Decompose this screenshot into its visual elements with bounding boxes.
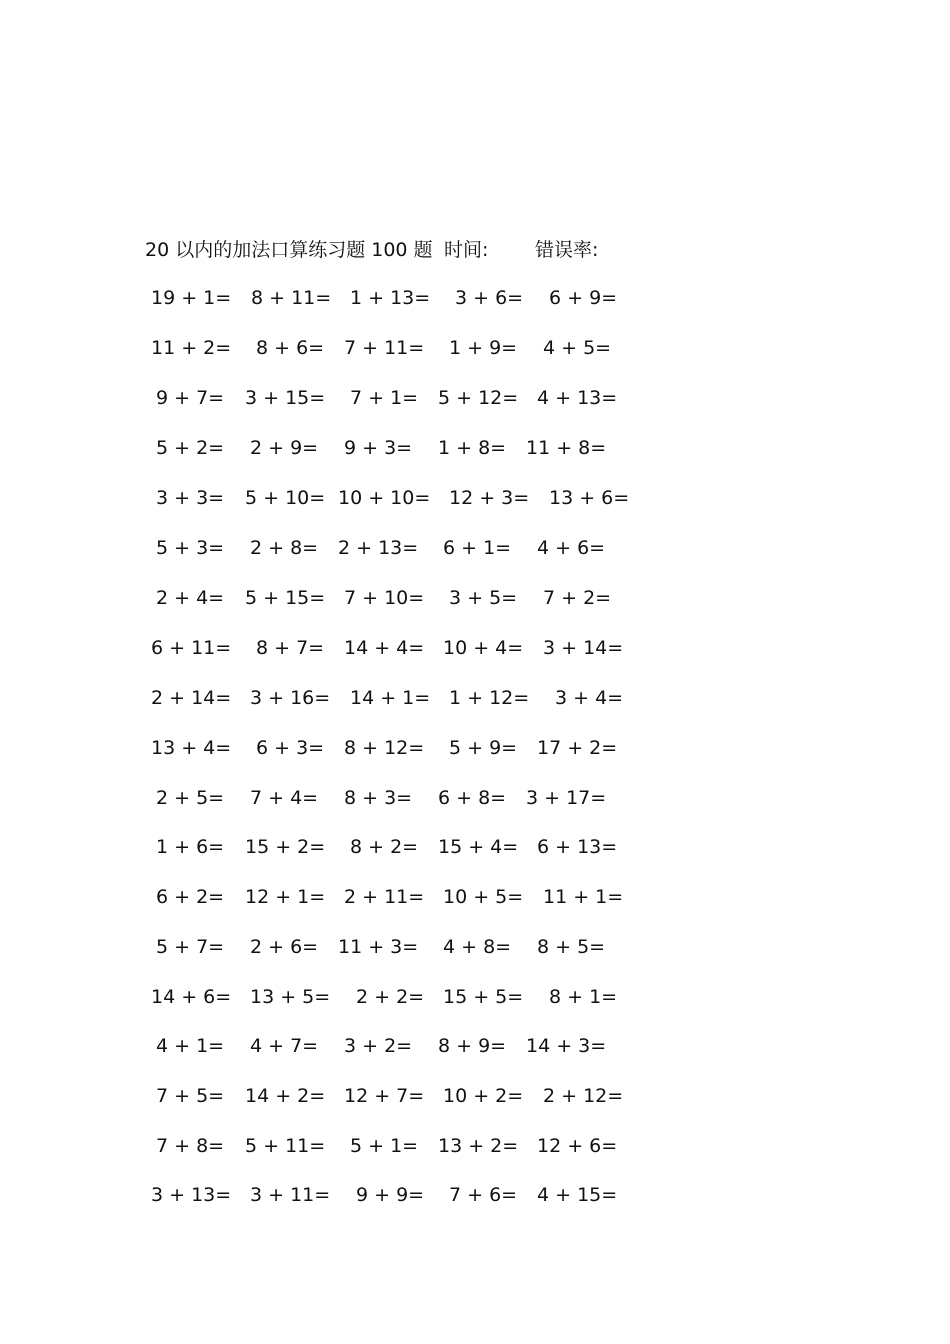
addition-problem: 8 + 3= — [344, 787, 413, 809]
addition-problem: 4 + 6= — [537, 537, 606, 559]
addition-problem: 1 + 12= — [449, 687, 530, 709]
addition-problem: 8 + 11= — [251, 287, 332, 309]
addition-problem: 14 + 6= — [151, 986, 232, 1008]
addition-problem: 10 + 5= — [443, 886, 524, 908]
addition-problem: 3 + 15= — [245, 387, 326, 409]
addition-problem: 5 + 15= — [245, 587, 326, 609]
problem-row — [0, 733, 950, 763]
addition-problem: 8 + 7= — [256, 637, 325, 659]
problem-row — [0, 483, 950, 513]
problem-row — [0, 882, 950, 912]
addition-problem: 6 + 9= — [549, 287, 618, 309]
addition-problem: 14 + 2= — [245, 1085, 326, 1107]
addition-problem: 5 + 9= — [449, 737, 518, 759]
addition-problem: 8 + 1= — [549, 986, 618, 1008]
addition-problem: 5 + 12= — [438, 387, 519, 409]
addition-problem: 15 + 2= — [245, 836, 326, 858]
addition-problem: 3 + 3= — [156, 487, 225, 509]
addition-problem: 10 + 10= — [338, 487, 431, 509]
addition-problem: 5 + 10= — [245, 487, 326, 509]
addition-problem: 4 + 8= — [443, 936, 512, 958]
addition-problem: 19 + 1= — [151, 287, 232, 309]
problem-row — [0, 683, 950, 713]
addition-problem: 2 + 9= — [250, 437, 319, 459]
addition-problem: 14 + 1= — [350, 687, 431, 709]
addition-problem: 1 + 8= — [438, 437, 507, 459]
addition-problem: 13 + 2= — [438, 1135, 519, 1157]
addition-problem: 8 + 5= — [537, 936, 606, 958]
addition-problem: 8 + 9= — [438, 1035, 507, 1057]
addition-problem: 1 + 6= — [156, 836, 225, 858]
addition-problem: 2 + 14= — [151, 687, 232, 709]
addition-problem: 1 + 13= — [350, 287, 431, 309]
addition-problem: 2 + 8= — [250, 537, 319, 559]
addition-problem: 14 + 3= — [526, 1035, 607, 1057]
addition-problem: 12 + 1= — [245, 886, 326, 908]
addition-problem: 2 + 4= — [156, 587, 225, 609]
addition-problem: 13 + 5= — [250, 986, 331, 1008]
addition-problem: 1 + 9= — [449, 337, 518, 359]
error-rate-label: 错误率: — [535, 239, 599, 261]
addition-problem: 2 + 2= — [356, 986, 425, 1008]
addition-problem: 7 + 10= — [344, 587, 425, 609]
addition-problem: 2 + 13= — [338, 537, 419, 559]
addition-problem: 7 + 11= — [344, 337, 425, 359]
addition-problem: 12 + 7= — [344, 1085, 425, 1107]
addition-problem: 14 + 4= — [344, 637, 425, 659]
problem-row — [0, 633, 950, 663]
addition-problem: 4 + 13= — [537, 387, 618, 409]
addition-problem: 7 + 5= — [156, 1085, 225, 1107]
addition-problem: 6 + 13= — [537, 836, 618, 858]
problem-row — [0, 932, 950, 962]
addition-problem: 2 + 5= — [156, 787, 225, 809]
addition-problem: 3 + 14= — [543, 637, 624, 659]
addition-problem: 3 + 6= — [455, 287, 524, 309]
addition-problem: 3 + 11= — [250, 1184, 331, 1206]
addition-problem: 7 + 8= — [156, 1135, 225, 1157]
addition-problem: 13 + 6= — [549, 487, 630, 509]
addition-problem: 5 + 11= — [245, 1135, 326, 1157]
addition-problem: 9 + 9= — [356, 1184, 425, 1206]
addition-problem: 2 + 11= — [344, 886, 425, 908]
addition-problem: 11 + 1= — [543, 886, 624, 908]
addition-problem: 6 + 3= — [256, 737, 325, 759]
problem-row — [0, 533, 950, 563]
problem-row — [0, 1180, 950, 1210]
addition-problem: 6 + 8= — [438, 787, 507, 809]
problem-row — [0, 832, 950, 862]
addition-problem: 7 + 4= — [250, 787, 319, 809]
problem-row — [0, 1031, 950, 1061]
addition-problem: 3 + 5= — [449, 587, 518, 609]
addition-problem: 10 + 2= — [443, 1085, 524, 1107]
addition-problem: 10 + 4= — [443, 637, 524, 659]
problem-row — [0, 333, 950, 363]
problem-row — [0, 433, 950, 463]
addition-problem: 7 + 1= — [350, 387, 419, 409]
addition-problem: 8 + 2= — [350, 836, 419, 858]
problem-row — [0, 283, 950, 313]
addition-problem: 4 + 15= — [537, 1184, 618, 1206]
problem-row — [0, 783, 950, 813]
problem-row — [0, 1131, 950, 1161]
addition-problem: 4 + 7= — [250, 1035, 319, 1057]
addition-problem: 6 + 11= — [151, 637, 232, 659]
problem-row — [0, 583, 950, 613]
addition-problem: 9 + 7= — [156, 387, 225, 409]
addition-problem: 11 + 8= — [526, 437, 607, 459]
time-label: 时间: — [444, 239, 489, 261]
addition-problem: 15 + 4= — [438, 836, 519, 858]
addition-problem: 12 + 6= — [537, 1135, 618, 1157]
addition-problem: 5 + 7= — [156, 936, 225, 958]
addition-problem: 3 + 4= — [555, 687, 624, 709]
addition-problem: 5 + 1= — [350, 1135, 419, 1157]
addition-problem: 3 + 13= — [151, 1184, 232, 1206]
addition-problem: 13 + 4= — [151, 737, 232, 759]
problem-row — [0, 1081, 950, 1111]
addition-problem: 15 + 5= — [443, 986, 524, 1008]
addition-problem: 11 + 2= — [151, 337, 232, 359]
addition-problem: 9 + 3= — [344, 437, 413, 459]
addition-problem: 6 + 2= — [156, 886, 225, 908]
worksheet-title: 20 以内的加法口算练习题 100 题 — [145, 239, 433, 261]
addition-problem: 7 + 2= — [543, 587, 612, 609]
addition-problem: 7 + 6= — [449, 1184, 518, 1206]
addition-problem: 12 + 3= — [449, 487, 530, 509]
addition-problem: 2 + 6= — [250, 936, 319, 958]
addition-problem: 3 + 2= — [344, 1035, 413, 1057]
addition-problem: 11 + 3= — [338, 936, 419, 958]
problem-row — [0, 982, 950, 1012]
problem-row — [0, 383, 950, 413]
addition-problem: 6 + 1= — [443, 537, 512, 559]
addition-problem: 17 + 2= — [537, 737, 618, 759]
addition-problem: 3 + 17= — [526, 787, 607, 809]
addition-problem: 8 + 12= — [344, 737, 425, 759]
addition-problem: 4 + 5= — [543, 337, 612, 359]
addition-problem: 8 + 6= — [256, 337, 325, 359]
addition-problem: 5 + 2= — [156, 437, 225, 459]
addition-problem: 2 + 12= — [543, 1085, 624, 1107]
addition-problem: 4 + 1= — [156, 1035, 225, 1057]
addition-problem: 3 + 16= — [250, 687, 331, 709]
addition-problem: 5 + 3= — [156, 537, 225, 559]
